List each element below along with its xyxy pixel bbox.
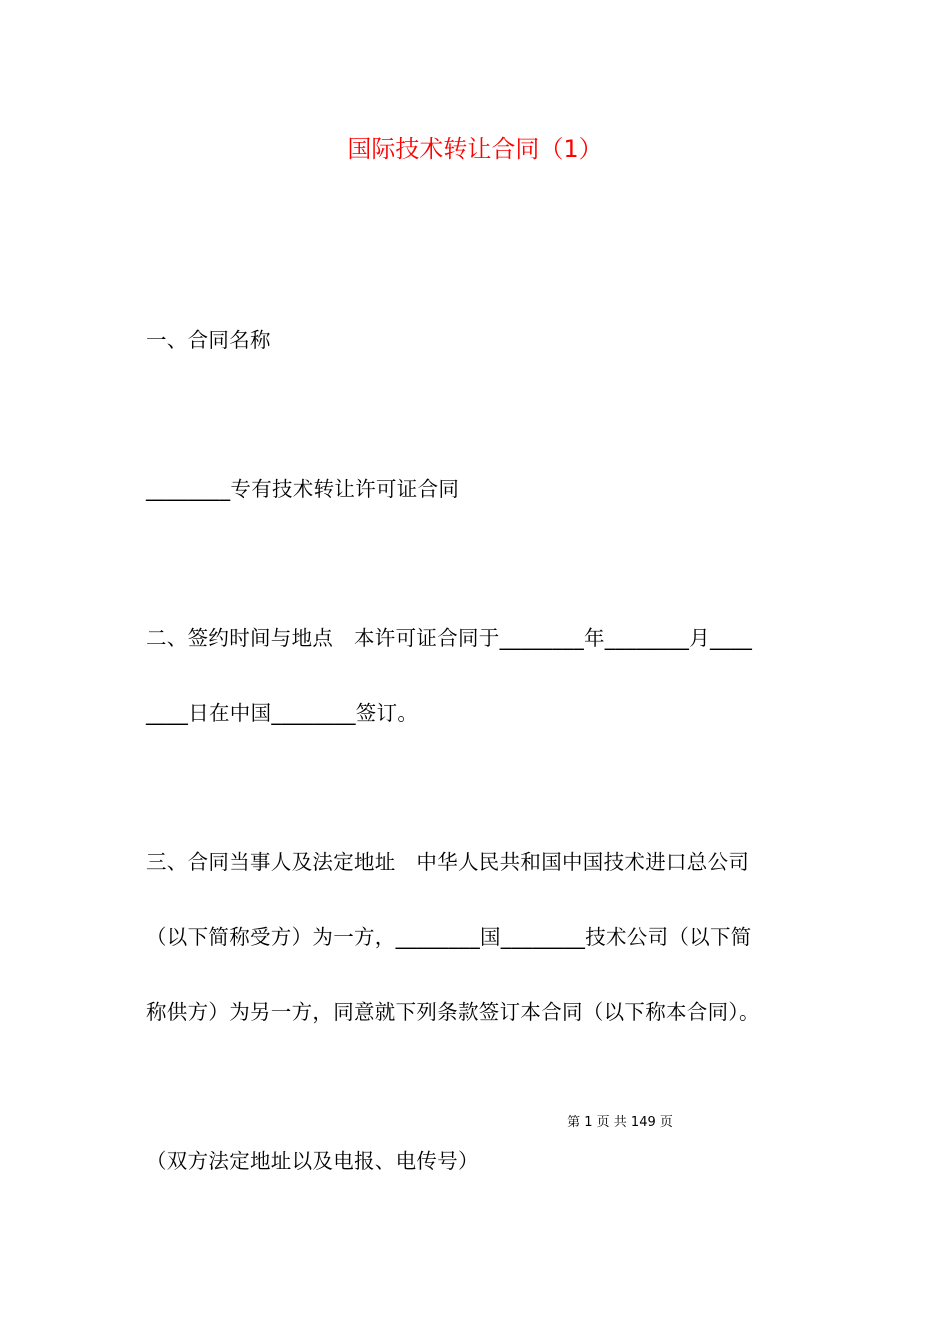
section-heading-contract-name: 一、合同名称 [146,328,271,352]
section-parties-address: 三、合同当事人及法定地址 中华人民共和国中国技术进口总公司 [146,850,750,874]
contract-name-line: ________专有技术转让许可证合同 [146,477,460,501]
signing-place-line: ____日在中国________签订。 [146,701,419,725]
parties-line-2: （以下简称受方）为一方，________国________技术公司（以下简 [146,925,752,949]
section-signing-time-place: 二、签约时间与地点 本许可证合同于________年________月____ [146,626,753,650]
document-title: 国际技术转让合同（1） [347,135,603,163]
parties-line-3: 称供方）为另一方，同意就下列条款签订本合同（以下称本合同）。 [146,1000,760,1024]
addresses-note-line: （双方法定地址以及电报、电传号） [146,1149,479,1173]
page-number-footer: 第 1 页 共 149 页 [567,1115,673,1130]
